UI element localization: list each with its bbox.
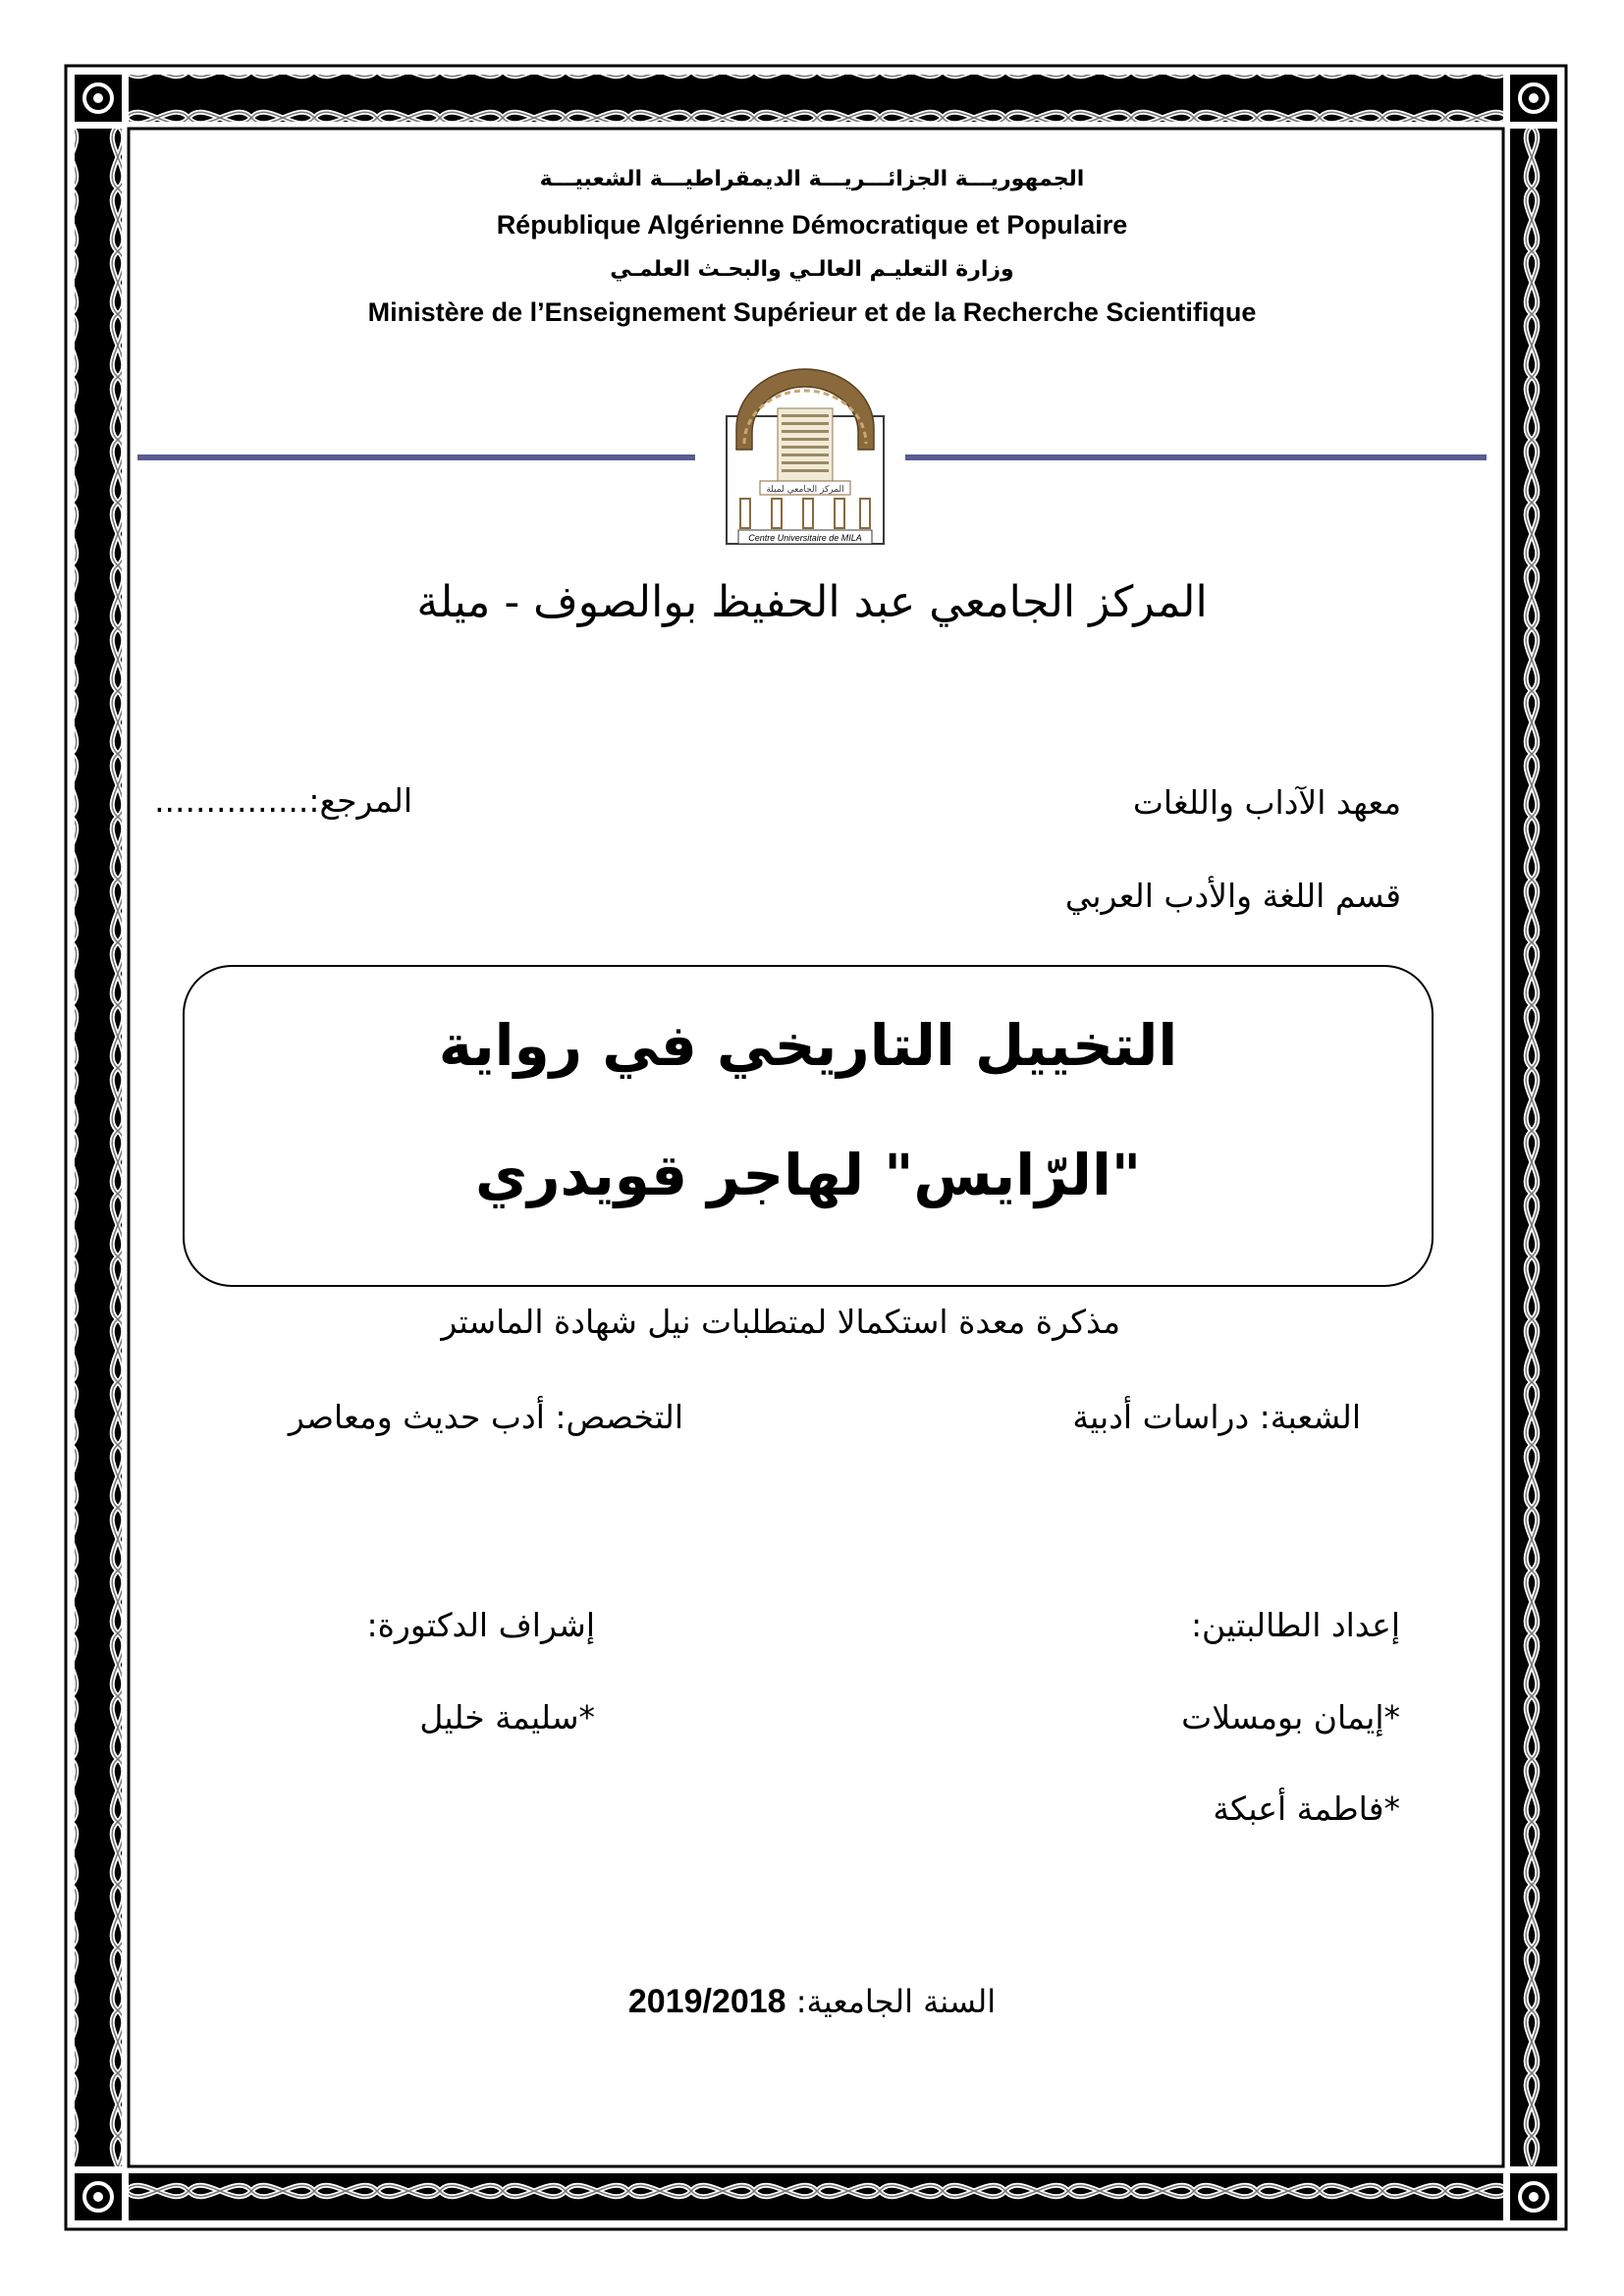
corner-ornament-bl [75,2173,122,2220]
logo-inner-text: المركز الجامعي لميلة [766,485,844,495]
supervisor-name: *سليمة خليل [419,1698,595,1736]
academic-year [0,1983,1624,2021]
specialty-field: التخصص: أدب حديث ومعاصر [288,1398,683,1436]
logo-caption: Centre Universitaire de MILA [748,533,862,543]
ministry-name-ar: وزارة التعليـم العالـي والبحـث العلمـي [610,257,1014,282]
academic-year-label: السنة الجامعية: [795,1983,997,2020]
academic-year-value: 2019/2018 [627,1983,786,2020]
thesis-subtitle: مذكرة معدة استكمالا لمتطلبات نيل شهادة الماستر [441,1303,1120,1341]
student-name: *فاطمة أعبكة [1213,1789,1400,1828]
thesis-title-line-2: "الرّايس" لهاجر قويدري [474,1142,1142,1208]
header-rule-left [137,454,695,460]
institute-name: معهد الآداب واللغات [1132,783,1401,822]
institution-name: المركز الجامعي عبد الحفيظ بوالصوف - ميلة [416,577,1208,627]
corner-ornament-br [1510,2173,1557,2220]
thesis-title-line-1: التخييل التاريخي في رواية [438,1012,1178,1079]
supervisor-label: إشراف الدكتورة: [366,1606,595,1644]
students-label: إعداد الطالبتين: [1190,1606,1400,1644]
university-logo [721,359,890,550]
department-name: قسم اللغة والأدب العربي [1064,877,1401,915]
republic-name-ar: الجمهوريـــة الجزائـــريـــة الديمقراطيـــة الشعبيـــة [539,167,1085,191]
header-rule-right [905,454,1487,460]
corner-ornament-tr [1510,75,1557,122]
ministry-name-fr: Ministère de l’Enseignement Supérieur et de la Recherche Scientifique [367,297,1257,327]
republic-name-fr: République Algérienne Démocratique et Populaire [496,210,1128,240]
reference-field: المرجع:............... [154,781,412,820]
corner-ornament-tl [75,75,122,122]
branch-field: الشعبة: دراسات أدبية [1072,1398,1361,1436]
thesis-title-box [183,965,1434,1287]
student-name: *إيمان بومسلات [1181,1698,1400,1736]
